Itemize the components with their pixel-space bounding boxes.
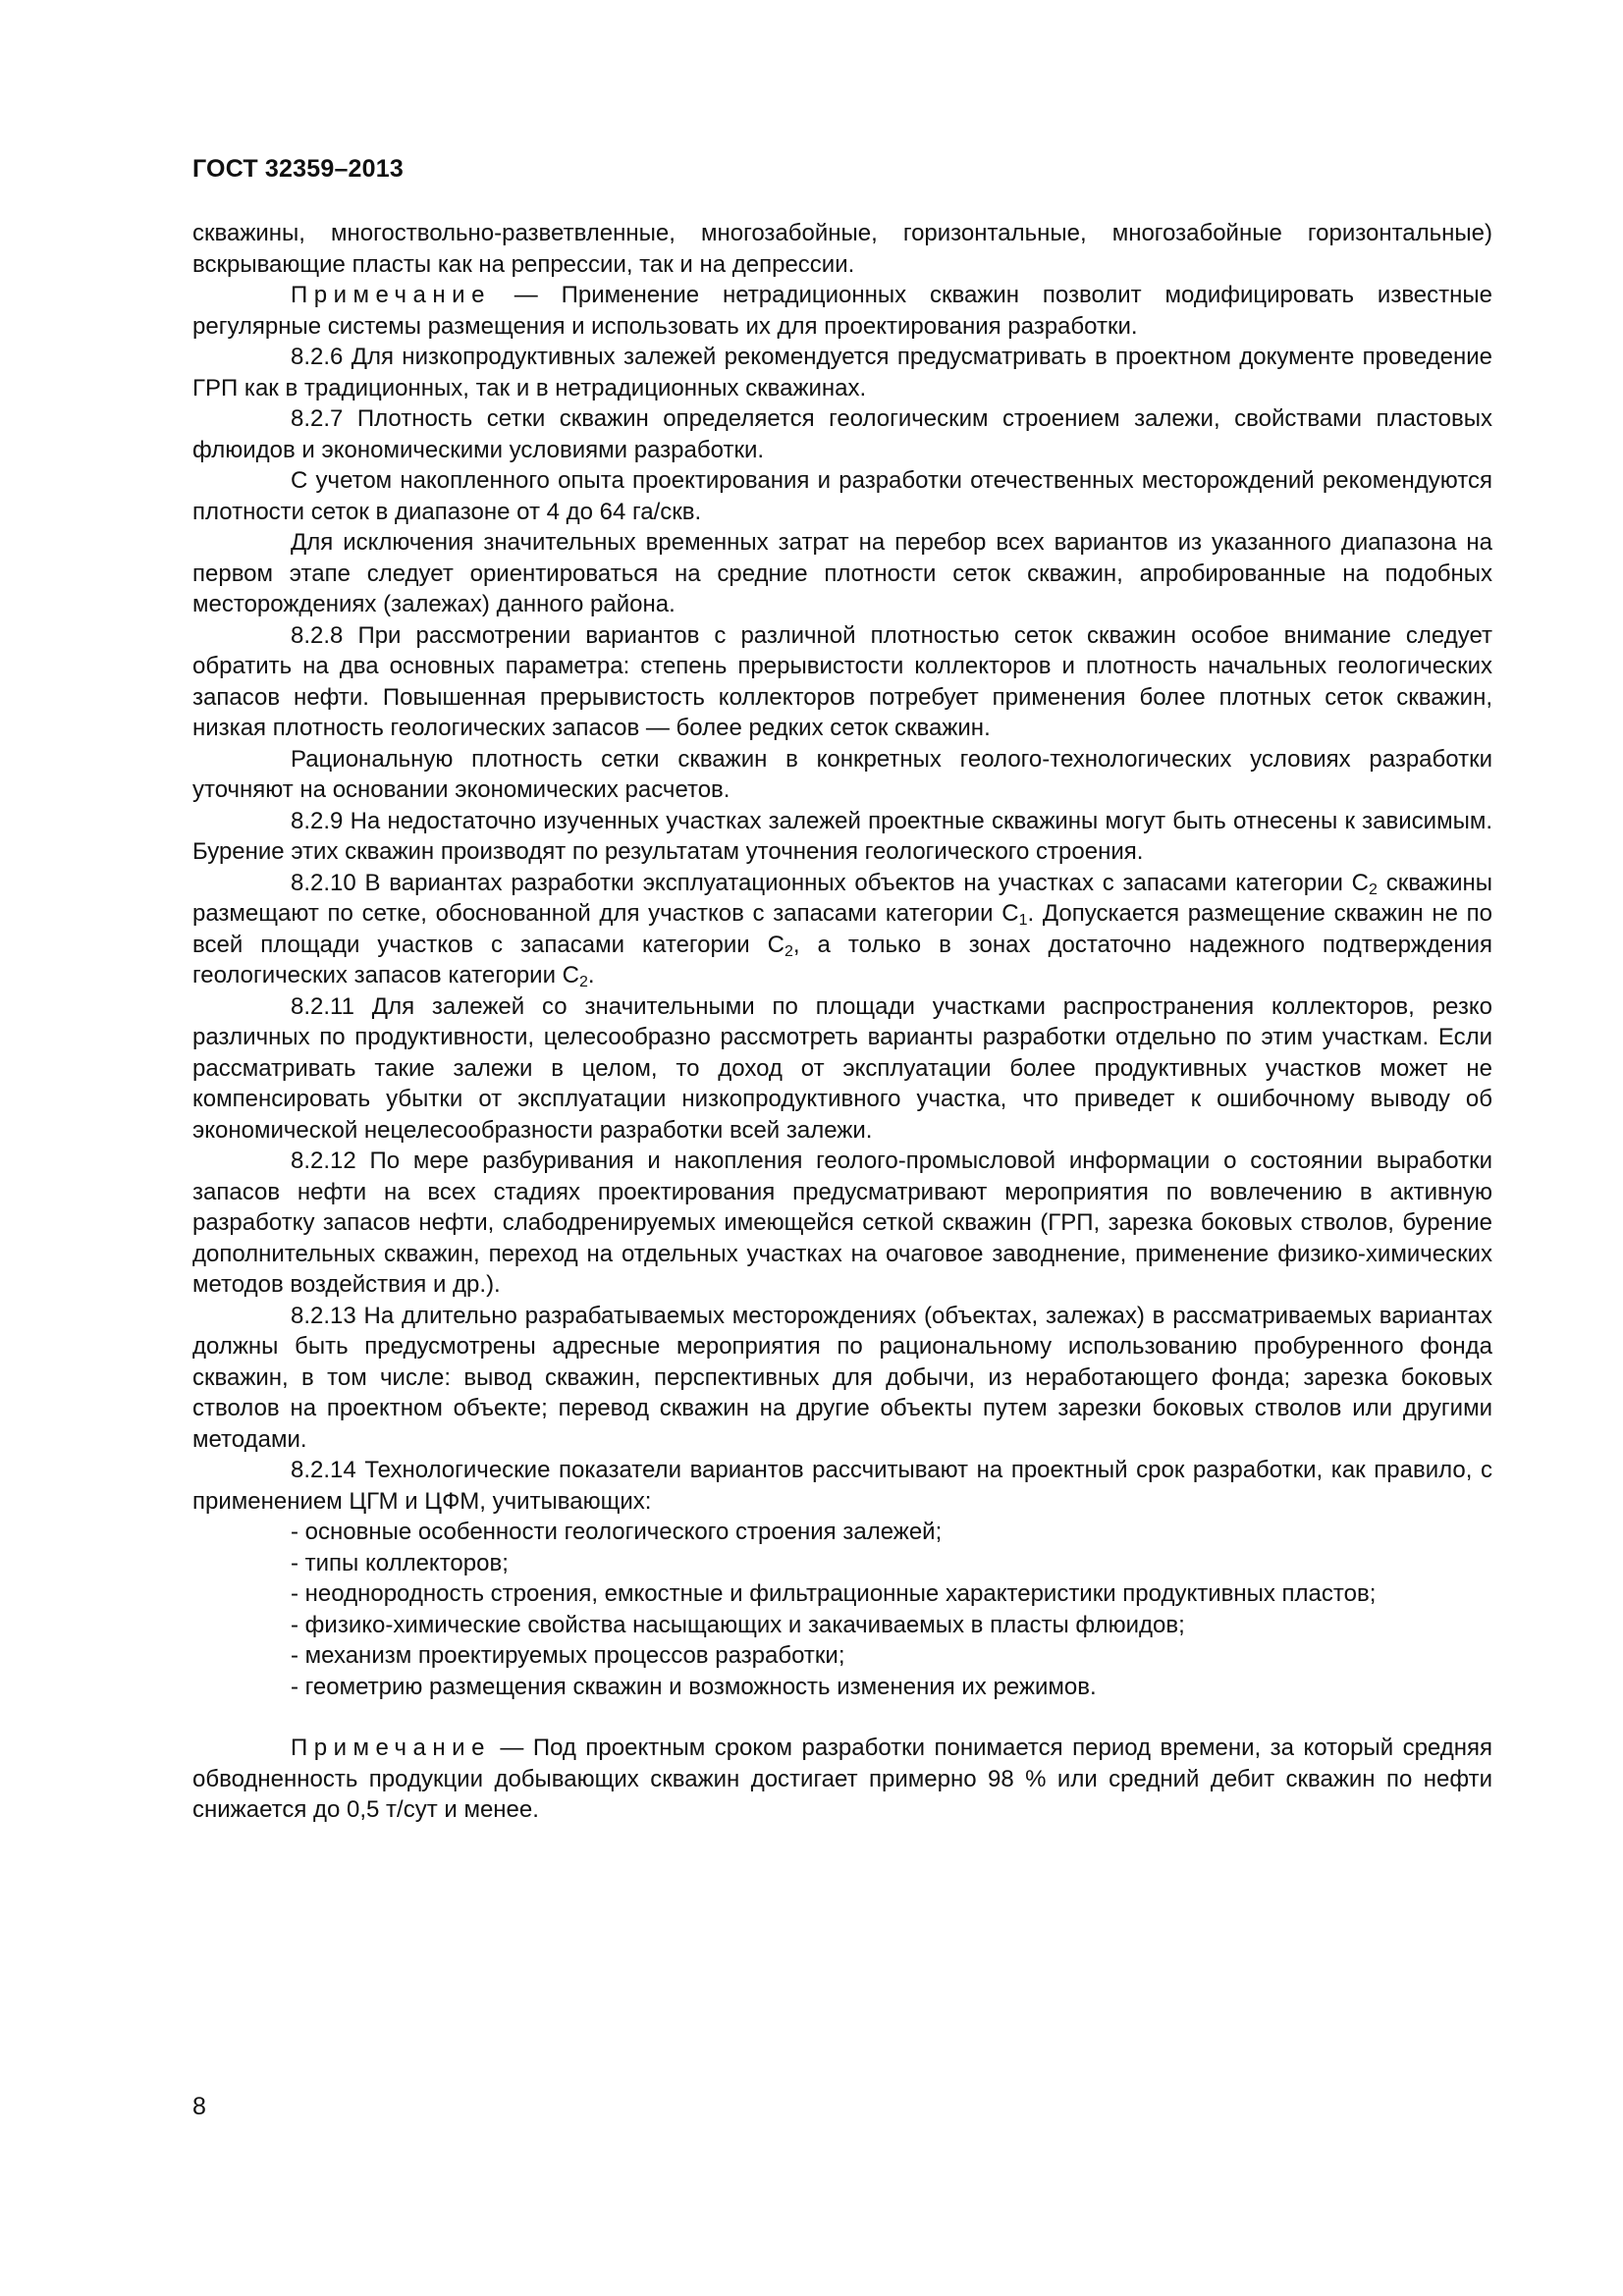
clause-8-2-9: 8.2.9 На недостаточно изученных участках залежей проектные скважины могут быть отнесены к зависимым. Бурение этих скважин производят по результатам уточнения геологического строения. — [192, 807, 1492, 865]
list-item: - физико-химические свойства насыщающих и закачиваемых в пласты флюидов; — [291, 1611, 1185, 1638]
subscript: 1 — [1018, 912, 1028, 929]
clause-8-2-11: 8.2.11 Для залежей со значительными по площади участками распространения коллекторов, резко различных по продуктивности, целесообразно рассмотреть варианты разработки отдельно по этим участкам. Если рассматривать такие залежи в целом, то доход от эксплуатации более продуктивных участков может не компенсировать убытки от эксплуатации низкопродуктивного участка, что приведет к ошибочному выводу об экономической нецелесообразности разработки всей залежи. — [192, 992, 1492, 1144]
clause-8-2-10 — [192, 868, 1492, 991]
clause-8-2-6: 8.2.6 Для низкопродуктивных залежей рекомендуется предусматривать в проектном документе проведение ГРП как в традиционных, так и в нетрадиционных скважинах. — [192, 344, 1492, 401]
document-body — [192, 218, 1492, 1826]
subscript: 2 — [784, 942, 793, 960]
clause-8-2-12: 8.2.12 По мере разбуривания и накопления геолого-промысловой информации о состоянии выработки запасов нефти на всех стадиях проектирования предусматривают мероприятия по вовлечению в активную разработку запасов нефти, слабодренируемых имеющейся сеткой скважин (ГРП, зарезка боковых стволов, бурение дополнительных скважин, переход на отдельных участках на очаговое заводнение, применение физико-химических методов воздействия и др.). — [192, 1148, 1492, 1298]
clause-text: 8.2.10 В вариантах разработки эксплуатационных объектов на участках с запасами категории С — [291, 869, 1370, 896]
list-item: - геометрию размещения скважин и возможность изменения их режимов. — [291, 1673, 1097, 1700]
list-item: - типы коллекторов; — [291, 1549, 509, 1576]
clause-text: . — [587, 962, 595, 988]
clause-8-2-8: 8.2.8 При рассмотрении вариантов с различной плотностью сеток скважин особое внимание следует обратить на два основных параметра: степень прерывистости коллекторов и плотность начальных геологических запасов нефти. Повышенная прерывистость коллекторов потребует применения более плотных сеток скважин, низкая плотность геологических запасов — более редких сеток скважин. — [192, 621, 1492, 741]
note-label: Примечание — [291, 282, 491, 308]
paragraph-grid-density-range: С учетом накопленного опыта проектирования и разработки отечественных месторождений рекомендуются плотности сеток в диапазоне от 4 до 64 га/скв. — [192, 467, 1492, 525]
paragraph-rational-density: Рациональную плотность сетки скважин в конкретных геолого-технологических условиях разработки уточняют на основании экономических расчетов. — [192, 745, 1492, 803]
clause-8-2-13: 8.2.13 На длительно разрабатываемых месторождениях (объектах, залежах) в рассматриваемых вариантах должны быть предусмотрены адресные мероприятия по рациональному использованию пробуренного фонда скважин, в том числе: вывод скважин, перспективных для добычи, из неработающего фонда; зарезка боковых стволов на проектном объекте; перевод скважин на другие объекты путем зарезки боковых стволов или другими методами. — [192, 1302, 1492, 1453]
clause-8-2-14: 8.2.14 Технологические показатели вариантов рассчитывают на проектный срок разработки, как правило, с применением ЦГМ и ЦФМ, учитывающих: — [192, 1457, 1492, 1515]
clause-8-2-7: 8.2.7 Плотность сетки скважин определяется геологическим строением залежи, свойствами пластовых флюидов и экономическими условиями разработки. — [192, 405, 1492, 463]
note-paragraph — [192, 1733, 1492, 1826]
note-paragraph — [192, 280, 1492, 342]
list-item: - неоднородность строения, емкостные и фильтрационные характеристики продуктивных пластов; — [291, 1580, 1377, 1607]
clause-text: , а только в зонах достаточно надежного подтверждения геологических запасов категории С — [192, 931, 1492, 988]
clause-text: . Допускается размещение скважин не по всей площади участков с запасами категории С — [192, 900, 1492, 958]
paragraph-continuation: скважины, многоствольно-разветвленные, многозабойные, горизонтальные, многозабойные горизонтальные) вскрывающие пласты как на репрессии, так и на депрессии. — [192, 220, 1492, 278]
list-item: - основные особенности геологического строения залежей; — [291, 1519, 943, 1545]
subscript: 2 — [578, 974, 588, 990]
document-code-header: ГОСТ 32359–2013 — [192, 155, 404, 183]
note-text: — Под проектным сроком разработки понимается период времени, за который средняя обводненность продукции добывающих скважин достигает примерно 98 % или средний дебит скважин по нефти снижается до 0,5 т/сут и менее. — [192, 1735, 1492, 1823]
list-item: - механизм проектируемых процессов разработки; — [291, 1642, 845, 1669]
page-number: 8 — [192, 2093, 206, 2120]
paragraph-grid-density-orientation: Для исключения значительных временных затрат на перебор всех вариантов из указанного диапазона на первом этапе следует ориентироваться на средние плотности сеток скважин, апробированные на подобных месторождениях (залежах) данного района. — [192, 529, 1492, 617]
note-text: — Применение нетрадиционных скважин позволит модифицировать известные регулярные системы размещения и использовать их для проектирования разработки. — [192, 282, 1492, 340]
subscript: 2 — [1369, 881, 1378, 898]
note-label: Примечание — [291, 1735, 491, 1761]
clause-text: скважины размещают по сетке, обоснованной для участков с запасами категории С — [192, 869, 1492, 927]
